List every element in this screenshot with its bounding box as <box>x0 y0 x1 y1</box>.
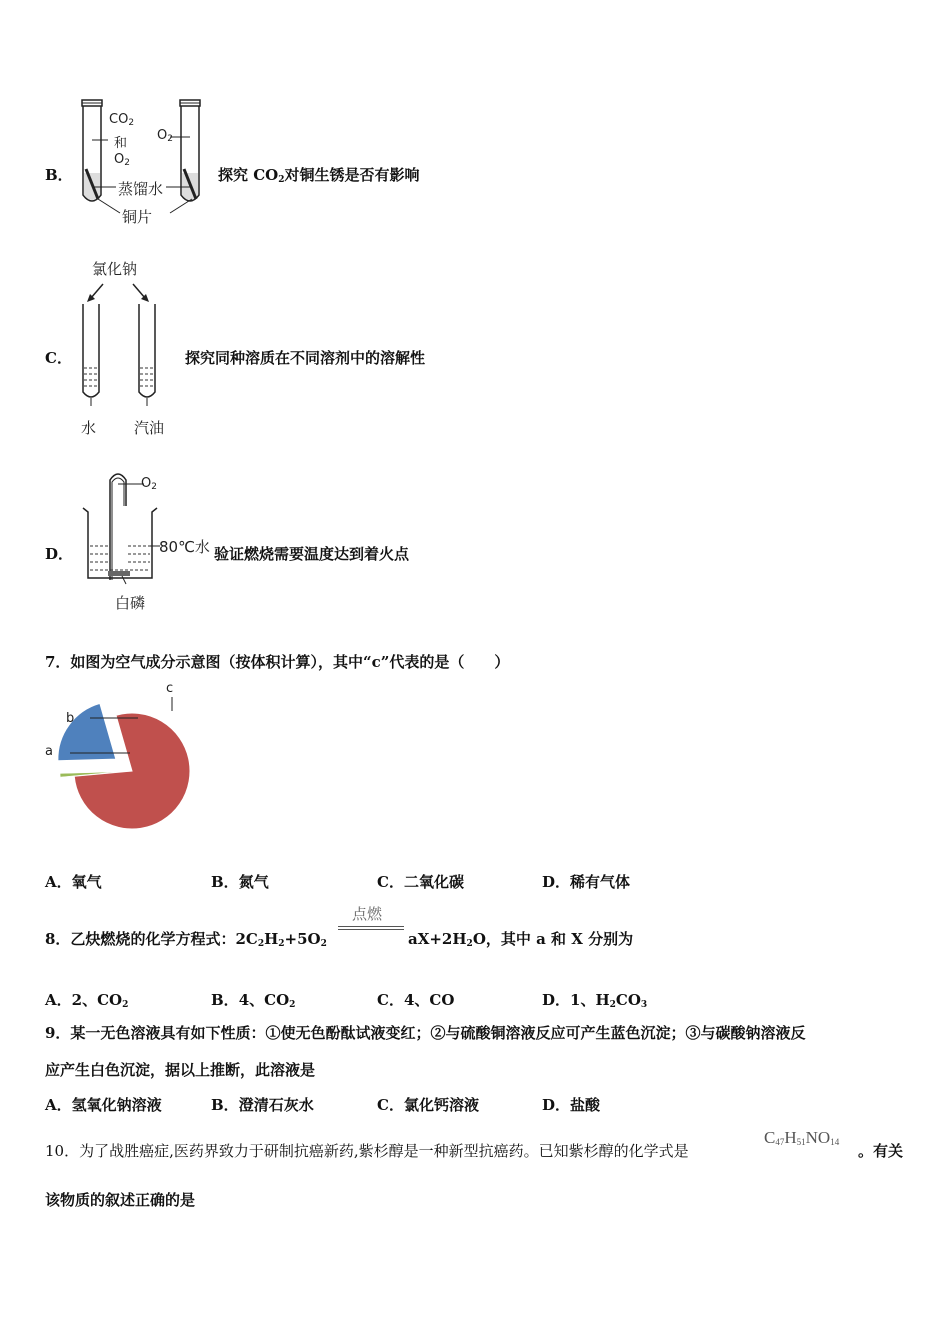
q8-option-d[interactable]: D．1、$H_2CO_3$ <box>542 991 648 1010</box>
label-o2-left: $O_2$ <box>114 152 130 168</box>
q8-option-b[interactable]: B．4、$CO_2$ <box>211 991 296 1010</box>
q9-option-d[interactable]: D．盐酸 <box>542 1096 601 1114</box>
q9-option-c[interactable]: C．氯化钙溶液 <box>377 1096 479 1114</box>
q10-stem-line1-tail: 。有关 <box>858 1142 904 1160</box>
label-gasoline: 汽油 <box>134 419 165 437</box>
label-and: 和 <box>114 136 128 151</box>
q9-stem-line2: 应产生白色沉淀，据以上推断，此溶液是 <box>45 1061 316 1079</box>
option-b-text: 探究 $CO_2$对铜生锈是否有影响 <box>218 166 420 185</box>
label-water: 水 <box>81 419 97 437</box>
pie-label-a: a <box>45 744 53 759</box>
q9-stem-line1: 9．某一无色溶液具有如下性质：①使无色酚酞试液变红；②与硫酸铜溶液反应可产生蓝色沉淀；③与碳酸钠溶液反 <box>45 1024 806 1042</box>
q7-option-b[interactable]: B．氮气 <box>211 873 269 891</box>
q7-option-d[interactable]: D．稀有气体 <box>542 873 631 891</box>
q8-equals-sign <box>338 926 404 930</box>
q8-stem: 8．乙炔燃烧的化学方程式：$2C_2H_2+5O_2$ <box>45 930 327 949</box>
label-distilled-water: 蒸馏水 <box>118 180 164 198</box>
solubility-apparatus <box>75 282 175 412</box>
label-80c-water: 80℃水 <box>159 538 210 556</box>
option-c-letter: C． <box>45 349 72 367</box>
label-copper-sheet: 铜片 <box>122 208 153 226</box>
pie-label-c: c <box>166 681 174 696</box>
pie-label-b: b <box>66 711 75 726</box>
q8-stem-tail: $aX+2H_2O$，其中 a 和 X 分别为 <box>408 930 634 949</box>
q7-option-a[interactable]: A．氧气 <box>45 873 102 891</box>
q9-option-b[interactable]: B．澄清石灰水 <box>211 1096 314 1114</box>
q7-stem: 7．如图为空气成分示意图（按体积计算），其中“c”代表的是（ ） <box>45 653 510 671</box>
label-sodium-chloride: 氯化钠 <box>92 260 138 278</box>
label-o2-right: $O_2$ <box>157 128 173 144</box>
q8-option-c[interactable]: C．4、CO <box>377 991 455 1009</box>
option-c-text: 探究同种溶质在不同溶剂中的溶解性 <box>185 349 426 367</box>
air-composition-pie-chart <box>30 675 230 855</box>
option-b-letter: B． <box>45 166 73 184</box>
q10-stem-line2: 该物质的叙述正确的是 <box>45 1191 196 1209</box>
label-white-phosphorus: 白磷 <box>115 594 146 612</box>
q9-option-a[interactable]: A．氢氧化钠溶液 <box>45 1096 162 1114</box>
q8-reaction-condition: 点燃 <box>352 905 383 923</box>
q7-option-c[interactable]: C．二氧化碳 <box>377 873 464 891</box>
q10-stem-line1: 10．为了战胜癌症,医药界致力于研制抗癌新药,紫杉醇是一种新型抗癌药。已知紫杉醇的化学式是 <box>45 1142 689 1160</box>
q10-formula: $C_{47}H_{51}NO_{14}$ <box>764 1128 840 1147</box>
q8-option-a[interactable]: A．2、$CO_2$ <box>45 991 129 1010</box>
option-d-text: 验证燃烧需要温度达到着火点 <box>214 545 410 563</box>
label-o2-tube: $O_2$ <box>141 476 157 492</box>
option-d-letter: D． <box>45 545 74 563</box>
label-co2: $CO_2$ <box>109 112 135 128</box>
